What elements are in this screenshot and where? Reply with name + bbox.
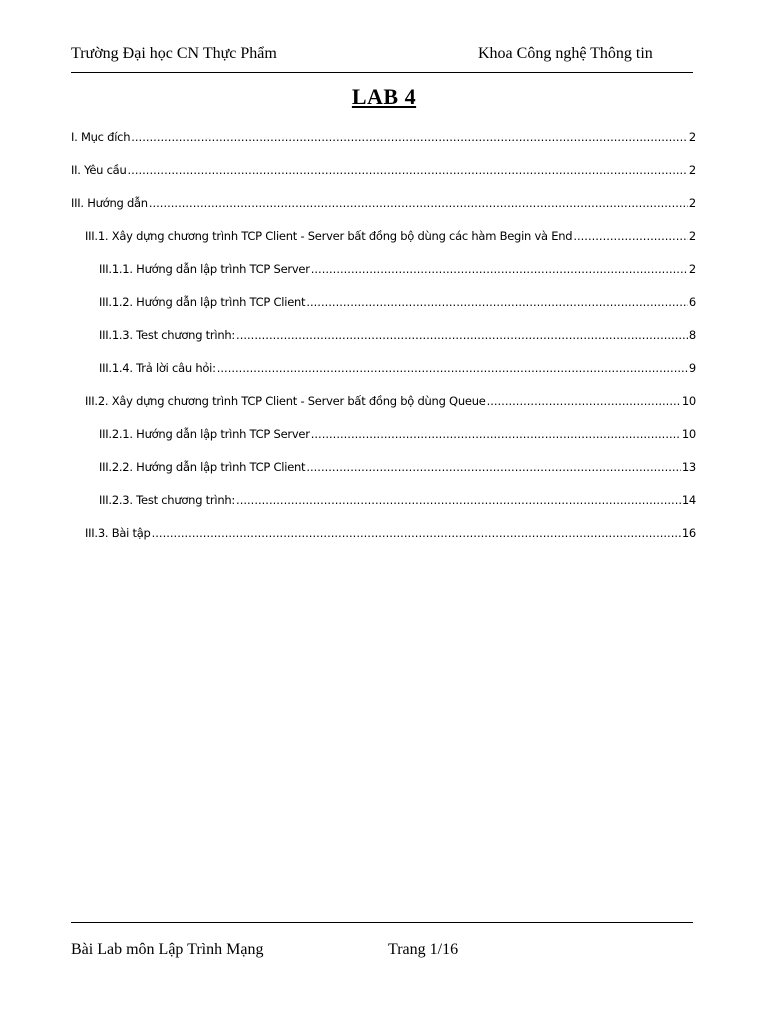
toc-dot-leader [128, 163, 688, 177]
toc-dot-leader [311, 262, 688, 276]
toc-entry-2[interactable] [71, 157, 696, 177]
toc-entry-9[interactable] [85, 388, 696, 408]
footer-page-number: Trang 1/16 [388, 941, 459, 958]
toc-entry-text: III.2.3. Test chương trình: [99, 493, 236, 507]
toc-entry-text: III.1.3. Test chương trình: [99, 328, 236, 342]
toc-dot-leader [311, 427, 681, 441]
toc-entry-page: 2 [688, 196, 696, 210]
toc-entry-text: III.1.1. Hướng dẫn lập trình TCP Server [99, 262, 310, 276]
toc-entry-page: 10 [681, 394, 696, 408]
toc-entry-8[interactable] [99, 355, 696, 375]
toc-dot-leader [236, 328, 688, 342]
document-title: LAB 4 [351, 84, 417, 109]
toc-entry-text: III.2.1. Hướng dẫn lập trình TCP Server [99, 427, 310, 441]
toc-dot-leader [573, 229, 688, 243]
toc-entry-10[interactable] [99, 421, 696, 441]
toc-entry-3[interactable] [71, 190, 696, 210]
toc-entry-text: III.1.4. Trả lời câu hỏi: [99, 361, 216, 375]
toc-dot-leader [217, 361, 688, 375]
toc-entry-6[interactable] [99, 289, 696, 309]
header-university: Trường Đại học CN Thực Phẩm [71, 45, 277, 62]
toc-dot-leader [487, 394, 681, 408]
toc-entry-page: 14 [681, 493, 696, 507]
toc-entry-4[interactable] [85, 223, 696, 243]
toc-entry-13[interactable] [85, 520, 696, 540]
toc-entry-5[interactable] [99, 256, 696, 276]
footer-course: Bài Lab môn Lập Trình Mạng [71, 941, 264, 958]
toc-entry-page: 6 [688, 295, 696, 309]
header-faculty: Khoa Công nghệ Thông tin [478, 45, 653, 62]
toc-entry-7[interactable] [99, 322, 696, 342]
toc-entry-text: II. Yêu cầu [71, 163, 127, 177]
toc-entry-text: III.1. Xây dựng chương trình TCP Client - Server bất đồng bộ dùng các hàm Begin và End [85, 229, 573, 243]
toc-entry-text: III.3. Bài tập [85, 526, 151, 540]
toc-entry-text: I. Mục đích [71, 130, 131, 144]
toc-entry-page: 13 [681, 460, 696, 474]
toc-entry-text: III.2. Xây dựng chương trình TCP Client - Server bất đồng bộ dùng Queue [85, 394, 486, 408]
toc-entry-12[interactable] [99, 487, 696, 507]
toc-entry-page: 2 [688, 262, 696, 276]
toc-dot-leader [236, 493, 681, 507]
toc-entry-11[interactable] [99, 454, 696, 474]
footer-divider [71, 922, 693, 923]
toc-dot-leader [306, 295, 688, 309]
toc-dot-leader [152, 526, 681, 540]
toc-entry-page: 2 [688, 229, 696, 243]
header-divider [71, 72, 693, 73]
toc-entry-text: III.2.2. Hướng dẫn lập trình TCP Client [99, 460, 306, 474]
toc-entry-page: 16 [681, 526, 696, 540]
toc-entry-text: III. Hướng dẫn [71, 196, 148, 210]
page-header [71, 45, 692, 67]
toc-entry-page: 9 [688, 361, 696, 375]
toc-dot-leader [131, 130, 688, 144]
toc-entry-page: 2 [688, 163, 696, 177]
toc-entry-page: 8 [688, 328, 696, 342]
toc-entry-text: III.1.2. Hướng dẫn lập trình TCP Client [99, 295, 306, 309]
toc-entry-page: 2 [688, 130, 696, 144]
page-footer [71, 941, 693, 963]
toc-dot-leader [306, 460, 681, 474]
toc-dot-leader [149, 196, 688, 210]
toc-entry-page: 10 [681, 427, 696, 441]
toc-entry-1[interactable] [71, 124, 696, 144]
